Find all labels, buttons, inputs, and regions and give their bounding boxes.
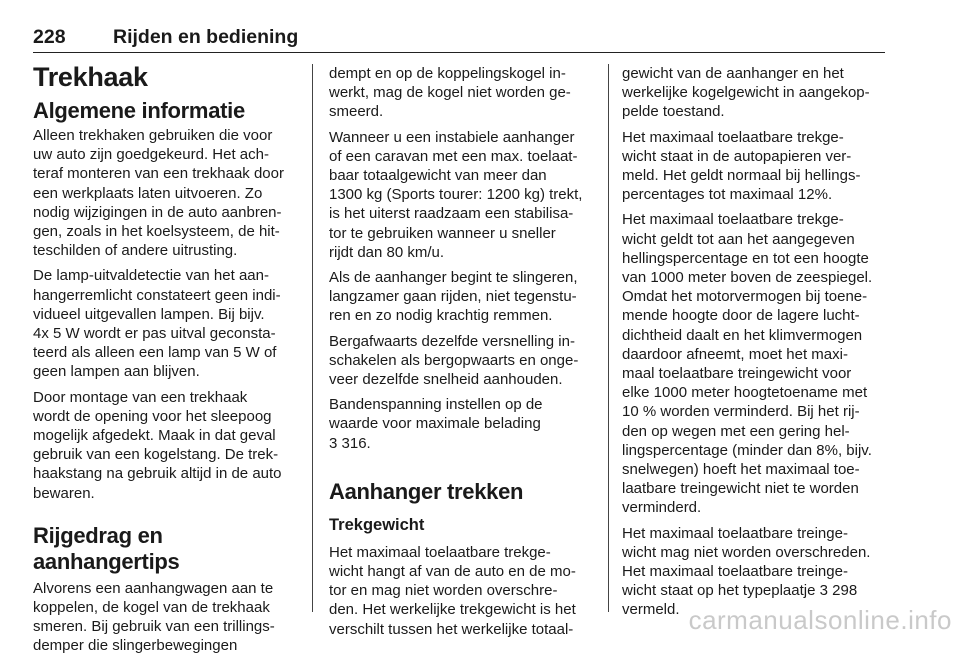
text-line: wordt de opening voor het sleepoog bbox=[33, 407, 272, 425]
text-line: Het maximaal toelaatbare trekge- bbox=[622, 211, 844, 229]
text-line: maal toelaatbare treingewicht voor bbox=[622, 365, 852, 383]
text-line: vermeld. bbox=[622, 601, 680, 619]
text-line: koppelen, de kogel van de trekhaak bbox=[33, 599, 270, 617]
paragraph bbox=[329, 332, 595, 390]
text-line: geen lampen aan blijven. bbox=[33, 363, 200, 381]
text-line: pelde toestand. bbox=[622, 103, 725, 121]
text-line: Bandenspanning instellen op de bbox=[329, 396, 543, 414]
paragraph bbox=[33, 266, 299, 381]
text-line: Alleen trekhaken gebruiken die voor bbox=[33, 127, 273, 144]
text-line: tor te gebruiken wanneer u sneller bbox=[329, 224, 556, 242]
text-line: een werkplaats laten uitvoeren. Zo bbox=[33, 184, 263, 202]
text-line: 4x 5 W wordt er pas uitval geconsta- bbox=[33, 325, 276, 343]
text-line: is het uiterst raadzaam een stabilisa- bbox=[329, 205, 574, 223]
text-line: elke 1000 meter hoogtetoename met bbox=[622, 384, 868, 402]
text-line: teerd als alleen een lamp van 5 W of bbox=[33, 344, 277, 362]
text-line: mende hoogte door de lagere lucht- bbox=[622, 307, 860, 325]
text-line: daardoor afneemt, moet het maxi- bbox=[622, 345, 848, 363]
paragraph bbox=[329, 395, 595, 453]
text-line: Omdat het motorvermogen bij toene- bbox=[622, 288, 868, 306]
text-line: den. Het werkelijke trekgewicht is het bbox=[329, 601, 576, 619]
text-line: snelwegen) hoeft het maximaal toe- bbox=[622, 461, 860, 479]
watermark bbox=[660, 602, 960, 642]
text-line: tor en mag niet worden overschre- bbox=[329, 582, 558, 600]
column-1 bbox=[33, 60, 299, 662]
text-line: van 1000 meter boven de zeespiegel. bbox=[622, 269, 873, 287]
chapter-title: Rijden en bediening bbox=[113, 26, 299, 48]
text-line: nodig wijzigingen in de auto aanbren- bbox=[33, 203, 282, 221]
paragraph bbox=[329, 543, 595, 639]
paragraph bbox=[329, 64, 595, 122]
column-divider bbox=[312, 64, 313, 612]
text-line: wicht hangt af van de auto en de mo- bbox=[329, 563, 576, 581]
text-line: wicht mag niet worden overschreden. bbox=[622, 543, 871, 561]
text-line: Alvorens een aanhangwagen aan te bbox=[33, 579, 274, 597]
text-line: laatbare treingewicht niet te worden bbox=[622, 480, 859, 498]
text-line: ren en zo nodig krachtig remmen. bbox=[329, 307, 553, 325]
subsection-title: Aanhanger trekken bbox=[329, 478, 524, 504]
text-line: Het maximaal toelaatbare treinge- bbox=[622, 524, 848, 542]
text-line: werkelijke kogelgewicht in aangekop- bbox=[622, 84, 870, 102]
text-line: haakstang na gebruik altijd in de auto bbox=[33, 465, 282, 483]
text-line: 10 % worden verminderd. Bij het rij- bbox=[622, 403, 860, 421]
text-line: rijdt dan 80 km/u. bbox=[329, 243, 445, 261]
text-line: werkt, mag de kogel niet worden ge- bbox=[329, 84, 571, 102]
text-line: hellingspercentage en tot een hoogte bbox=[622, 249, 869, 267]
subsubsection-title: Trekgewicht bbox=[329, 515, 425, 534]
text-line: Als de aanhanger begint te slingeren, bbox=[329, 269, 578, 287]
watermark-text: carmanualsonline.info bbox=[688, 605, 952, 635]
text-line: gewicht van de aanhanger en het bbox=[622, 65, 844, 82]
paragraph bbox=[33, 388, 299, 503]
text-line: percentages tot maximaal 12%. bbox=[622, 186, 833, 204]
text-line: verschilt tussen het werkelijke totaal- bbox=[329, 620, 574, 638]
text-line: veer dezelfde snelheid aanhouden. bbox=[329, 371, 563, 389]
paragraph bbox=[622, 128, 888, 205]
text-line: Het maximaal toelaatbare trekge- bbox=[622, 128, 844, 146]
page-number: 228 bbox=[33, 26, 66, 48]
text-line: vidueel uitgevallen lampen. Bij bijv. bbox=[33, 305, 265, 323]
text-line: uw auto zijn goedgekeurd. Het ach- bbox=[33, 146, 269, 164]
paragraph bbox=[33, 126, 299, 260]
column-2 bbox=[329, 64, 595, 645]
paragraph bbox=[33, 579, 299, 656]
text-line: Het maximaal toelaatbare treinge- bbox=[622, 563, 848, 581]
column-3 bbox=[622, 64, 888, 626]
paragraph bbox=[329, 128, 595, 262]
text-line: of een caravan met een max. toelaat- bbox=[329, 147, 578, 165]
text-line: baar totaalgewicht van meer dan bbox=[329, 167, 547, 185]
text-line: wicht staat op het typeplaatje 3 298 bbox=[622, 582, 858, 600]
text-line: smeerd. bbox=[329, 103, 384, 121]
text-line: langzamer gaan rijden, niet tegenstu- bbox=[329, 288, 577, 306]
text-line: schakelen als bergopwaarts en onge- bbox=[329, 351, 579, 369]
text-line: Het maximaal toelaatbare trekge- bbox=[329, 543, 551, 561]
text-line: teschilden of andere uitrusting. bbox=[33, 242, 238, 260]
text-line: 3 316. bbox=[329, 434, 371, 452]
text-line: Wanneer u een instabiele aanhanger bbox=[329, 128, 575, 146]
text-line: mogelijk afgedekt. Maak in dat geval bbox=[33, 427, 276, 445]
text-line: bewaren. bbox=[33, 484, 95, 502]
paragraph bbox=[622, 64, 888, 122]
text-line: dichtheid daalt en het klimvermogen bbox=[622, 326, 863, 344]
text-line: den op wegen met een gering hel- bbox=[622, 422, 850, 440]
text-line: gebruik van een kogelstang. De trek- bbox=[33, 446, 279, 464]
text-line: wicht geldt tot aan het aangegeven bbox=[622, 230, 855, 248]
text-line: gen, zoals in het koelsysteem, de hit- bbox=[33, 223, 280, 241]
paragraph bbox=[329, 268, 595, 326]
text-line: hangerremlicht constateert geen indi- bbox=[33, 286, 281, 304]
text-line: teraf monteren van een trekhaak door bbox=[33, 165, 284, 183]
text-line: dempt en op de koppelingskogel in- bbox=[329, 65, 566, 82]
text-line: 1300 kg (Sports tourer: 1200 kg) trekt, bbox=[329, 186, 583, 204]
text-line: lingspercentage (minder dan 8%, bijv. bbox=[622, 441, 872, 459]
page-header bbox=[33, 22, 885, 53]
text-line: smeren. Bij gebruik van een trillings- bbox=[33, 618, 275, 636]
paragraph bbox=[622, 210, 888, 517]
text-line: wicht staat in de autopapieren ver- bbox=[622, 147, 852, 165]
text-line: demper die slingerbewegingen bbox=[33, 637, 238, 655]
text-line: meld. Het geldt normaal bij hellings- bbox=[622, 167, 861, 185]
text-line: verminderd. bbox=[622, 499, 702, 517]
subsection-title: Algemene informatie bbox=[33, 98, 245, 123]
text-line: waarde voor maximale belading bbox=[329, 415, 541, 433]
text-line: Bergafwaarts dezelfde versnelling in- bbox=[329, 332, 575, 350]
subsection-title: Rijgedrag en aanhangertips bbox=[33, 522, 180, 574]
section-title: Trekhaak bbox=[33, 62, 148, 92]
text-line: Door montage van een trekhaak bbox=[33, 388, 248, 406]
text-line: De lamp-uitvaldetectie van het aan- bbox=[33, 267, 269, 285]
column-divider bbox=[608, 64, 609, 612]
